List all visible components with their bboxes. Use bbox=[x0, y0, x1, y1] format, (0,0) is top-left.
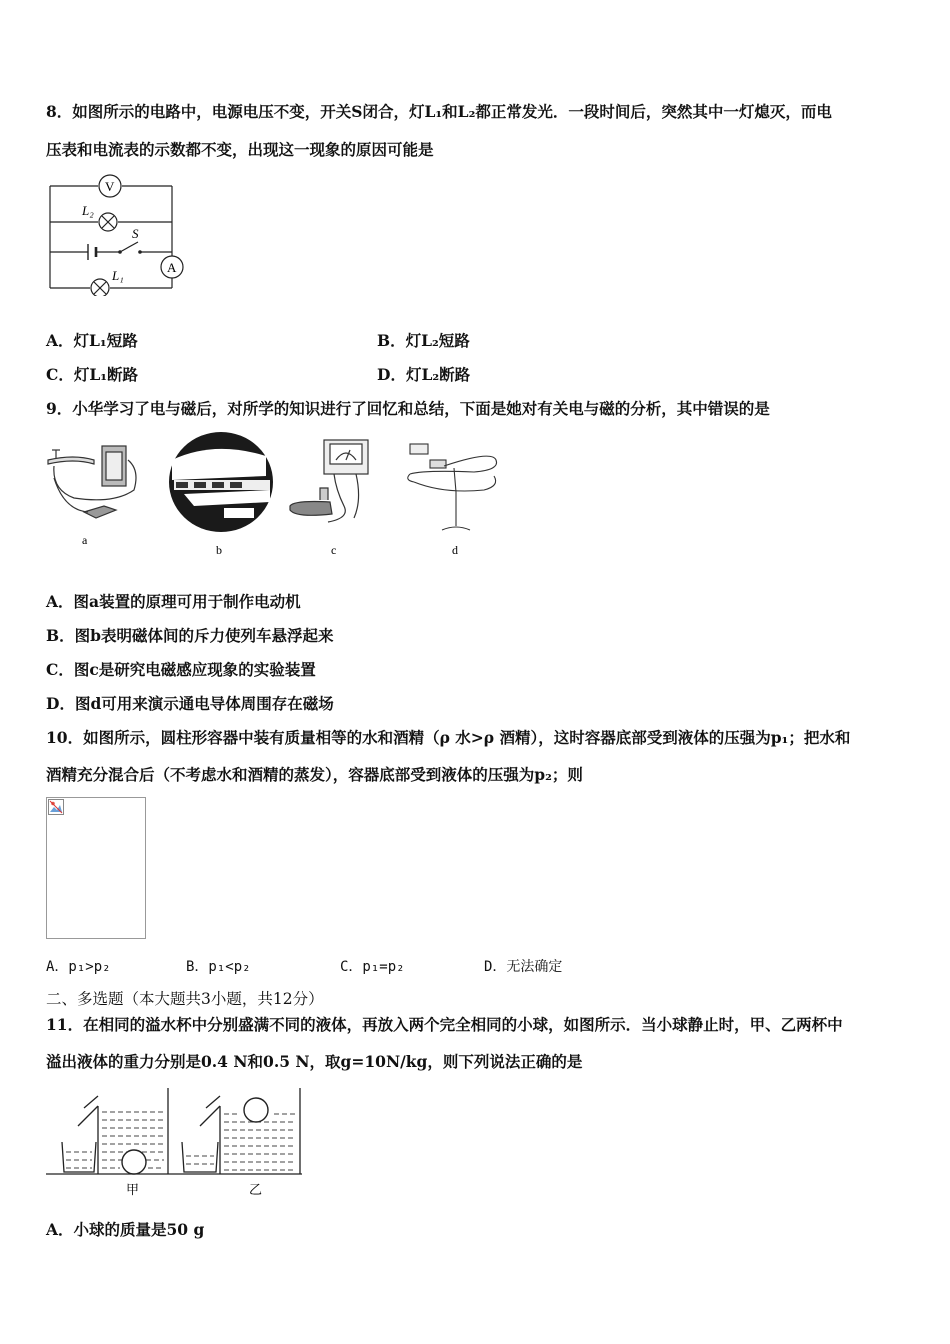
q9-option-b: B．图b表明磁体间的斥力使列车悬浮起来 bbox=[46, 626, 334, 645]
ammeter-label: A bbox=[167, 260, 177, 275]
q9-label-d: d bbox=[452, 543, 458, 557]
section-title: 二、多选题（本大题共3小题，共12分） bbox=[46, 990, 324, 1008]
q11-text-line1: 11．在相同的溢水杯中分别盛满不同的液体，再放入两个完全相同的小球，如图所示．当小球静止时，甲、乙两杯中 bbox=[46, 1015, 843, 1034]
q8-option-d: D．灯L₂断路 bbox=[377, 365, 471, 384]
q8-text-line1: 8．如图所示的电路中，电源电压不变，开关S闭合，灯L₁和L₂都正常发光．一段时间后，突然其中一灯熄灭，而电 bbox=[46, 102, 832, 121]
q9-figure-d bbox=[408, 444, 497, 530]
q10-option-d: D．无法确定 bbox=[484, 959, 563, 975]
q10-text-line2: 酒精充分混合后（不考虑水和酒精的蒸发），容器底部受到液体的压强为p₂；则 bbox=[46, 765, 583, 784]
q9-figure-a bbox=[48, 446, 136, 518]
q10-option-b: B．p₁<p₂ bbox=[186, 959, 251, 975]
q11-label-jia: 甲 bbox=[126, 1183, 140, 1198]
switch-label: S bbox=[132, 226, 139, 241]
q11-overflow-cups-figure bbox=[44, 1082, 306, 1200]
q8-option-c: C．灯L₁断路 bbox=[46, 365, 139, 384]
q11-text-line2: 溢出液体的重力分别是0.4 N和0.5 N，取g=10N/kg，则下列说法正确的是 bbox=[46, 1052, 583, 1071]
q8-text-line2: 压表和电流表的示数都不变，出现这一现象的原因可能是 bbox=[46, 140, 434, 159]
q9-option-d: D．图d可用来演示通电导体周围存在磁场 bbox=[46, 694, 334, 713]
q9-figures bbox=[44, 430, 514, 560]
q10-text-line1: 10．如图所示，圆柱形容器中装有质量相等的水和酒精（ρ 水>ρ 酒精），这时容器底部受到液体的压强为p₁；把水和 bbox=[46, 728, 851, 747]
q10-option-c: C．p₁=p₂ bbox=[340, 959, 405, 975]
q8-circuit-diagram bbox=[44, 168, 189, 296]
q9-label-c: c bbox=[331, 543, 337, 557]
q8-option-a: A．灯L₁短路 bbox=[46, 331, 138, 350]
q9-option-c: C．图c是研究电磁感应现象的实验装置 bbox=[46, 660, 316, 679]
l2-label: L₂ bbox=[82, 203, 94, 218]
voltmeter-label: V bbox=[105, 179, 115, 194]
q9-figure-b bbox=[169, 432, 273, 532]
q9-label-b: b bbox=[216, 543, 222, 557]
q9-text-line1: 9．小华学习了电与磁后，对所学的知识进行了回忆和总结，下面是她对有关电与磁的分析，其中错误的是 bbox=[46, 399, 770, 418]
q8-option-b: B．灯L₂短路 bbox=[377, 331, 470, 350]
broken-image-icon bbox=[48, 799, 64, 815]
q9-option-a: A．图a装置的原理可用于制作电动机 bbox=[46, 592, 301, 611]
q9-label-a: a bbox=[82, 533, 88, 547]
q11-label-yi: 乙 bbox=[249, 1183, 263, 1198]
q10-missing-image bbox=[46, 797, 146, 939]
q11-option-a: A．小球的质量是50 g bbox=[46, 1220, 205, 1239]
q10-option-a: A．p₁>p₂ bbox=[46, 959, 111, 975]
l1-label: L₁ bbox=[112, 268, 124, 283]
q9-figure-c bbox=[290, 440, 368, 522]
